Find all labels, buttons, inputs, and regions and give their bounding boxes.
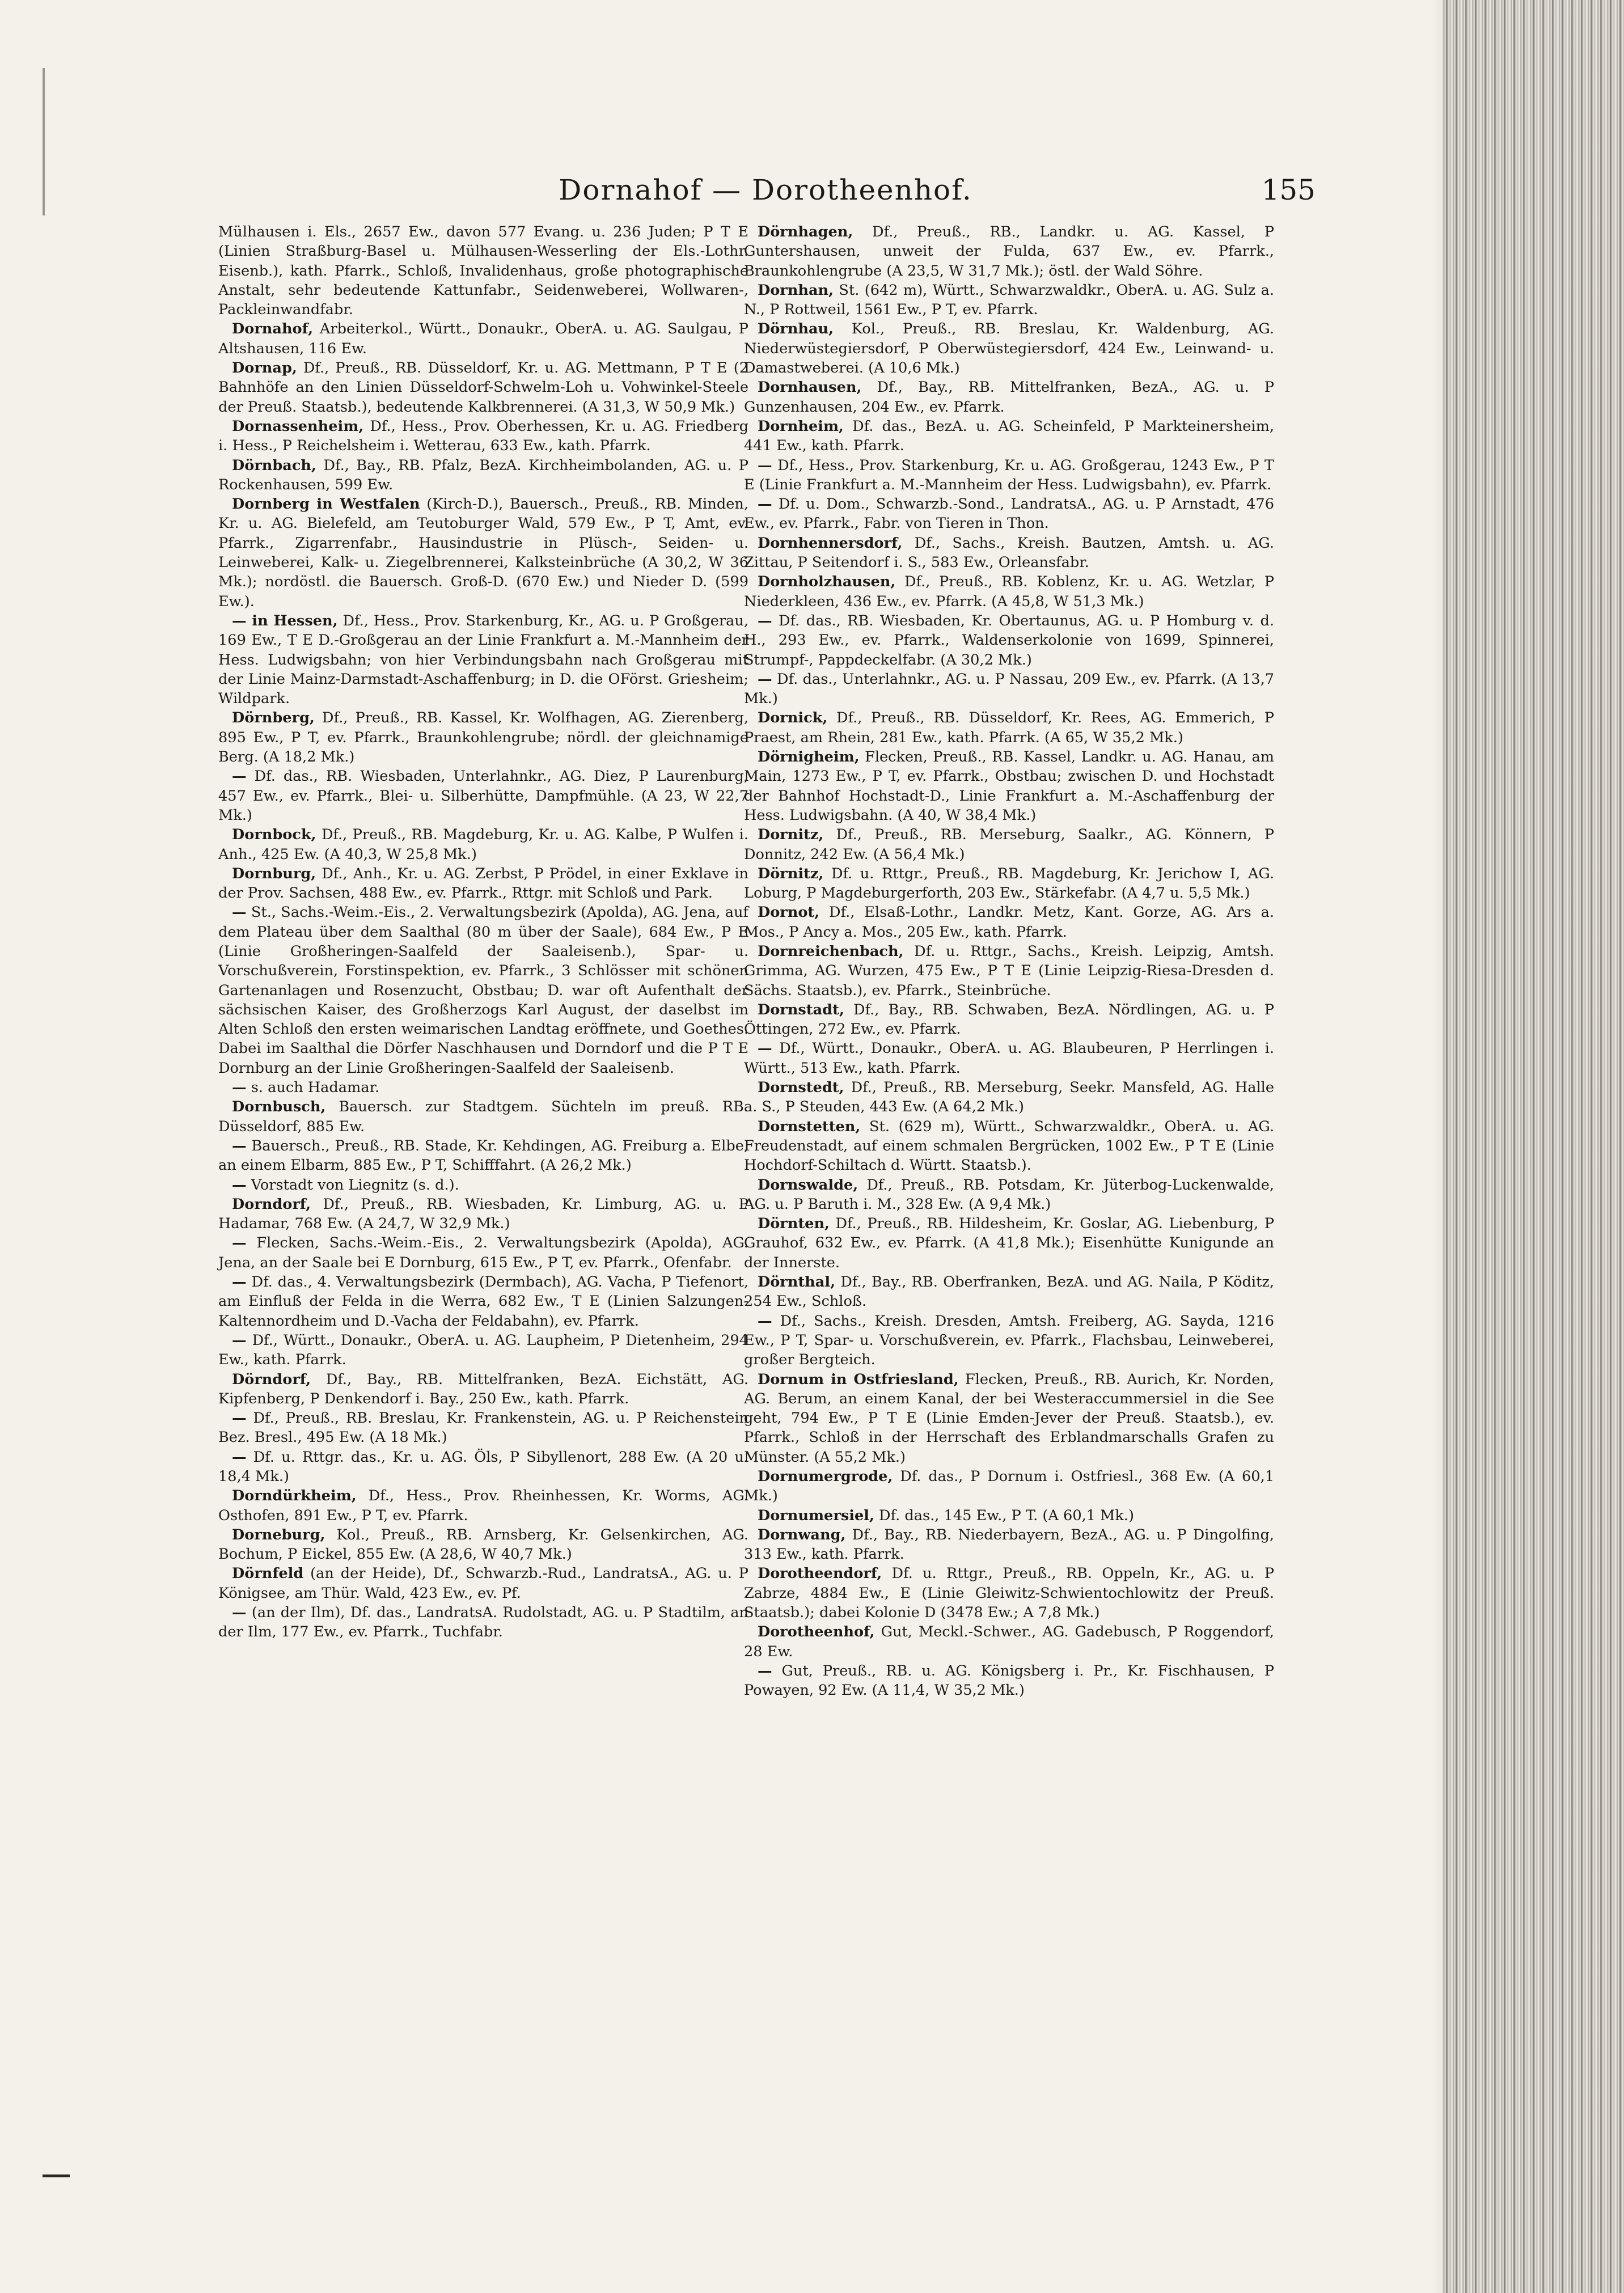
entry-text: Df., Bay., RB. Pfalz, BezA. Kirchheimbolanden, AG. u. P Rockenhausen, 599 Ew. [218,456,748,493]
entry-text: Df., Preuß., RB. Düsseldorf, Kr. Rees, AG. Emmerich, P Praest, am Rhein, 281 Ew., kath. Pfarrk. (A 65, W 35,2 Mk.) [744,709,1274,746]
entry-headword: Dornbusch, [232,1098,326,1116]
dictionary-entry [744,534,1274,573]
dictionary-entry [218,1136,748,1175]
entry-headword: — [758,612,772,629]
dictionary-entry [744,1000,1274,1039]
entry-headword: Dörnbach, [232,456,316,474]
dictionary-entry [744,1312,1274,1370]
entry-headword: Dorndürkheim, [232,1487,357,1505]
entry-headword: — [758,1662,772,1679]
right-column [744,222,1274,1700]
entry-text: Df., Preuß., RB. Magdeburg, Kr. u. AG. Kalbe, P Wulfen i. Anh., 425 Ew. (A 40,3, W 25,8 Mk.) [218,826,748,863]
dictionary-entry [218,1078,748,1097]
entry-headword: — [232,1410,247,1427]
entry-text: Df., Hess., Prov. Oberhessen, Kr. u. AG. Friedberg i. Hess., P Reichelsheim i. Wetterau, 633 Ew., kath. Pfarrk. [218,417,748,455]
entry-text: Df. das., RB. Wiesbaden, Unterlahnkr., AG. Diez, P Laurenburg, 457 Ew., ev. Pfarrk., Blei- u. Silberhütte, Dampfmühle. (A 23, W 22,7 Mk.) [218,768,748,824]
entry-text: Kol., Preuß., RB. Arnsberg, Kr. Gelsenkirchen, AG. Bochum, P Eickel, 855 Ew. (A 28,6, W 40,7 Mk.) [218,1526,748,1563]
dictionary-entry [218,864,748,903]
dictionary-entry [744,417,1274,456]
entry-headword: Dornum in Ostfriesland, [758,1370,959,1388]
dictionary-entry [744,281,1274,320]
dictionary-entry [218,1408,748,1448]
entry-headword: Dornitz, [758,826,824,844]
entry-text: (Kirch-D.), Bauersch., Preuß., RB. Minden, Kr. u. AG. Bielefeld, am Teutoburger Wald, 579 Ew., P T, Amt, ev. Pfarrk., Zigarrenfabr., Hausindustrie in Plüsch-, Seiden- u. Leinweberei, Kalk- u. Ziegelbrennerei, Kalksteinbrüche (A 30,2, W 36 Mk.); nordöstl. die Bauersch. Groß-D. (670 Ew.) und Nieder D. (599 Ew.). [218,496,748,610]
dictionary-entry [744,1506,1274,1525]
entry-text: Gut, Meckl.-Schwer., AG. Gadebusch, P Roggendorf, 28 Ew. [744,1623,1274,1660]
page-header [215,174,1316,213]
entry-text: Df. u. Dom., Schwarzb.-Sond., LandratsA., AG. u. P Arnstadt, 476 Ew., ev. Pfarrk., Fabr. von Tieren in Thon. [744,496,1274,532]
entry-text: Df., Hess., Prov. Rheinhessen, Kr. Worms, AG. Osthofen, 891 Ew., P T, ev. Pfarrk. [218,1487,748,1524]
dictionary-entry [218,1097,748,1136]
entry-headword: — [758,496,772,513]
entry-text: Df. das., Unterlahnkr., AG. u. P Nassau, 209 Ew., ev. Pfarrk. (A 13,7 Mk.) [744,670,1274,708]
margin-scan-mark-bottom [43,2174,70,2177]
book-spine-edge [1443,0,1624,2293]
entry-text: Bauersch. zur Stadtgem. Süchteln im preuß. RB. Düsseldorf, 885 Ew. [218,1098,748,1135]
entry-text: Flecken, Sachs.-Weim.-Eis., 2. Verwaltungsbezirk (Apolda), AG. Jena, an der Saale bei E Dornburg, 615 Ew., P T, ev. Pfarrk., Ofenfabr. [218,1234,748,1271]
entry-headword: Dörnten, [758,1215,830,1233]
entry-headword: Dorneburg, [232,1526,325,1543]
entry-headword: Dornhan, [758,281,834,299]
dictionary-entry [744,903,1274,942]
dictionary-entry [744,1175,1274,1215]
entry-headword: Dornheim, [758,417,844,435]
dictionary-entry [744,611,1274,670]
entry-text: Df., Preuß., RB. Hildesheim, Kr. Goslar, AG. Liebenburg, P Grauhof, 632 Ew., ev. Pfarrk. (A 41,8 Mk.); Eisenhütte Kunigunde an der Innerste. [744,1215,1274,1271]
entry-headword: — [758,1312,772,1330]
dictionary-entry [218,611,748,708]
entry-headword: — [232,1274,247,1291]
dictionary-entry [744,222,1274,281]
entry-text: St. (629 m), Württ., Schwarzwaldkr., OberA. u. AG. Freudenstadt, auf einem schmalen Bergrücken, 1002 Ew., P T E (Linie Hochdorf-Schiltach d. Württ. Staatsb.). [744,1118,1274,1174]
entry-headword: — [232,1137,247,1154]
entry-text: Df., Preuß., RB. Düsseldorf, Kr. u. AG. Mettmann, P T E (2 Bahnhöfe an den Linien Düsseldorf-Schwelm-Loh u. Vohwinkel-Steele der Preuß. Staatsb.), bedeutende Kalkbrennerei. (A 31,3, W 50,9 Mk.) [218,359,748,416]
dictionary-entry [744,825,1274,864]
entry-text: Df., Bay., RB. Schwaben, BezA. Nördlingen, AG. u. P Öttingen, 272 Ew., ev. Pfarrk. [744,1001,1274,1038]
dictionary-entry [744,1117,1274,1175]
dictionary-entry [218,1370,748,1409]
entry-text: Df. u. Rttgr., Preuß., RB. Oppeln, Kr., AG. u. P Zabrze, 4884 Ew., E (Linie Gleiwitz-Schwientochlowitz der Preuß. Staatsb.); dabei Kolonie D (3478 Ew.; A 7,8 Mk.) [744,1565,1274,1622]
dictionary-entry [744,456,1274,495]
dictionary-entry [218,1272,748,1331]
entry-text: Df. das., P Dornum i. Ostfriesl., 368 Ew. (A 60,1 Mk.) [744,1468,1274,1505]
entry-headword: Dornahof, [232,320,313,338]
entry-text: Vorstadt von Liegnitz (s. d.). [246,1176,459,1194]
entry-text: Df. das., 4. Verwaltungsbezirk (Dermbach), AG. Vacha, P Tiefenort, am Einfluß der Felda in die Werra, 682 Ew., T E (Linien Salzungen-Kaltennordheim und D.-Vacha der Feldabahn), ev. Pfarrk. [218,1274,748,1330]
entry-text: Df. u. Rttgr. das., Kr. u. AG. Öls, P Sibyllenort, 288 Ew. (A 20 u. 18,4 Mk.) [218,1448,748,1485]
entry-headword: Dörnigheim, [758,748,860,766]
entry-text: Df., Preuß., RB. Wiesbaden, Kr. Limburg, AG. u. P Hadamar, 768 Ew. (A 24,7, W 32,9 Mk.) [218,1195,748,1233]
dictionary-entry [744,1467,1274,1506]
entry-headword: — [758,456,772,474]
entry-headword: Dörnfeld [232,1565,304,1583]
dictionary-entry [744,378,1274,417]
entry-headword: Dornot, [758,904,820,921]
entry-headword: — [232,1234,247,1252]
entry-text: Flecken, Preuß., RB. Aurich, Kr. Norden, AG. Berum, an einem Kanal, der bei Westeraccummersiel in die See geht, 794 Ew., P T E (Linie Emden-Jever der Preuß. Staatsb.), ev. Pfarrk., Schloß in der Herrschaft des Erblandmarschalls Grafen zu Münster. (A 55,2 Mk.) [744,1370,1274,1466]
dictionary-entry [744,747,1274,825]
dictionary-entry [744,572,1274,611]
page-number: 155 [1261,174,1316,206]
dictionary-entry [744,1525,1274,1564]
dictionary-entry [744,1039,1274,1078]
dictionary-entry [744,942,1274,1000]
entry-headword: Dornick, [758,709,828,727]
entry-headword: Dörnhagen, [758,223,853,240]
dictionary-entry [218,708,748,767]
entry-headword: Dornstedt, [758,1079,844,1097]
entry-text: Mülhausen i. Els., 2657 Ew., davon 577 Evang. u. 236 Juden; P T E (Linien Straßburg-Basel u. Mülhausen-Wesserling der Els.-Lothr. Eisenb.), kath. Pfarrk., Schloß, Invalidenhaus, große photographische Anstalt, sehr bedeutende Kattunfabr., Seidenweberei, Wollwaren-, Packleinwandfabr. [218,223,748,319]
dictionary-entry [218,1448,748,1487]
dictionary-entry [218,1331,748,1370]
entry-headword: — in Hessen, [232,612,338,629]
dictionary-entry [744,494,1274,534]
entry-headword: — [232,1448,247,1466]
entry-text: St., Sachs.-Weim.-Eis., 2. Verwaltungsbezirk (Apolda), AG. Jena, auf dem Plateau über dem Saalthal (80 m über der Saale), 684 Ew., P E (Linie Großheringen-Saalfeld der Saaleisenb.), Spar- u. Vorschußverein, Forstinspektion, ev. Pfarrk., 3 Schlösser mit schönen Gartenanlagen und Rosenzucht, Obstbau; D. war oft Aufenthalt der sächsischen Kaiser, des Großherzogs Karl August, der daselbst im Alten Schloß den ersten weimarischen Landtag eröffnete, und Goethes. Dabei im Saalthal die Dörfer Naschhausen und Dorndorf und die P T E Dornburg an der Linie Großheringen-Saalfeld der Saaleisenb. [218,904,748,1077]
dictionary-entry [218,1564,748,1603]
dictionary-entry [218,417,748,456]
entry-headword: Dornhausen, [758,379,862,396]
entry-headword: Dörnthal, [758,1274,836,1291]
entry-headword: Dörnberg, [232,709,315,727]
entry-headword: Dörnitz, [758,865,824,882]
dictionary-entry [218,1175,748,1195]
entry-text: Df., Anh., Kr. u. AG. Zerbst, P Prödel, in einer Exklave in der Prov. Sachsen, 488 Ew., ev. Pfarrk., Rttgr. mit Schloß und Park. [218,865,748,902]
running-head: Dornahof — Dorotheenhof. [559,174,972,206]
entry-headword: Dornwang, [758,1526,846,1543]
entry-headword: — [232,1331,247,1349]
entry-headword: — [758,1040,772,1057]
dictionary-entry [218,222,748,319]
entry-headword: Dörndorf, [232,1370,311,1388]
entry-headword: Dornstadt, [758,1001,844,1018]
entry-text: Kol., Preuß., RB. Breslau, Kr. Waldenburg, AG. Niederwüstegiersdorf, P Oberwüstegiersdorf, 424 Ew., Leinwand- u. Damastweberei. (A 10,6 Mk.) [744,320,1274,377]
entry-text: Df., Sachs., Kreish. Bautzen, Amtsh. u. AG. Zittau, P Seitendorf i. S., 583 Ew., Orleansfabr. [744,534,1274,572]
entry-text: Gut, Preuß., RB. u. AG. Königsberg i. Pr., Kr. Fischhausen, P Powayen, 92 Ew. (A 11,4, W 35,2 Mk.) [744,1662,1274,1699]
entry-text: Df., Hess., Prov. Starkenburg, Kr., AG. u. P Großgerau, 169 Ew., T E D.-Großgerau an der Linie Frankfurt a. M.-Mannheim der Hess. Ludwigsbahn; von hier Verbindungsbahn nach Großgerau mit der Linie Mainz-Darmstadt-Aschaffenburg; in D. die OFörst. Griesheim; Wildpark. [218,612,748,708]
entry-text: Df., Bay., RB. Niederbayern, BezA., AG. u. P Dingolfing, 313 Ew., kath. Pfarrk. [744,1526,1274,1563]
entry-headword: Dörnhau, [758,320,834,338]
entry-headword: — [232,1604,247,1622]
entry-headword: — [232,1079,247,1097]
entry-text: Df., Bay., RB. Mittelfranken, BezA., AG. u. P Gunzenhausen, 204 Ew., ev. Pfarrk. [744,379,1274,416]
entry-headword: Dornumersiel, [758,1507,874,1524]
entry-headword: Dornstetten, [758,1118,861,1135]
dictionary-entry [218,456,748,495]
margin-scan-mark [43,68,45,215]
entry-text: Df. das., 145 Ew., P T. (A 60,1 Mk.) [874,1507,1134,1524]
entry-text: Bauersch., Preuß., RB. Stade, Kr. Kehdingen, AG. Freiburg a. Elbe, an einem Elbarm, 885 Ew., P T, Schifffahrt. (A 26,2 Mk.) [218,1137,748,1174]
entry-text: (an der Ilm), Df. das., LandratsA. Rudolstadt, AG. u. P Stadtilm, an der Ilm, 177 Ew., ev. Pfarrk., Tuchfabr. [218,1604,748,1641]
entry-headword: Dorndorf, [232,1195,311,1213]
entry-text: Df., Bay., RB. Mittelfranken, BezA. Eichstätt, AG. Kipfenberg, P Denkendorf i. Bay., 250 Ew., kath. Pfarrk. [218,1370,748,1407]
entry-text: Df., Sachs., Kreish. Dresden, Amtsh. Freiberg, AG. Sayda, 1216 Ew., P T, Spar- u. Vorschußverein, ev. Pfarrk., Flachsbau, Leinweberei, großer Bergteich. [744,1312,1274,1369]
entry-headword: Dornassenheim, [232,417,364,435]
dictionary-entry [218,1233,748,1272]
dictionary-entry [218,1486,748,1525]
dictionary-entry [218,1525,748,1564]
entry-headword: Dornswalde, [758,1176,858,1194]
entry-text: Df., Preuß., RB. Breslau, Kr. Frankenstein, AG. u. P Reichenstein Bez. Bresl., 495 Ew. (A 18 Mk.) [218,1410,748,1446]
entry-text: Df. u. Rttgr., Sachs., Kreish. Leipzig, Amtsh. Grimma, AG. Wurzen, 475 Ew., P T E (Linie Leipzig-Riesa-Dresden d. Sächs. Staatsb.), ev. Pfarrk., Steinbrüche. [744,942,1274,999]
entry-text: Df., Preuß., RB., Landkr. u. AG. Kassel, P Guntershausen, unweit der Fulda, 637 Ew., ev. Pfarrk., Braunkohlengrube (A 23,5, W 31,7 Mk.); östl. der Wald Söhre. [744,223,1274,280]
entry-text: Df., Preuß., RB. Merseburg, Seekr. Mansfeld, AG. Halle a. S., P Steuden, 443 Ew. (A 64,2 Mk.) [744,1079,1274,1116]
entry-headword: Dornreichenbach, [758,942,904,960]
dictionary-entry [744,1078,1274,1117]
dictionary-entry [218,767,748,825]
entry-headword: — [232,904,247,921]
dictionary-entry [744,1564,1274,1622]
dictionary-entry [744,1370,1274,1467]
dictionary-entry [744,708,1274,747]
entry-headword: — [758,670,772,688]
entry-text: Df., Preuß., RB. Koblenz, Kr. u. AG. Wetzlar, P Niederkleen, 436 Ew., ev. Pfarrk. (A 45,8, W 51,3 Mk.) [744,573,1274,610]
entry-headword: — [232,768,247,785]
entry-headword: Dorotheenhof, [758,1623,875,1641]
entry-headword: Dornholzhausen, [758,573,896,591]
entry-text: Df., Preuß., RB. Potsdam, Kr. Jüterbog-Luckenwalde, AG. u. P Baruth i. M., 328 Ew. (A 9,4 Mk.) [744,1176,1274,1213]
entry-text: Arbeiterkol., Württ., Donaukr., OberA. u. AG. Saulgau, P Altshausen, 116 Ew. [218,320,748,357]
dictionary-entry [744,1214,1274,1272]
entry-text: Df., Bay., RB. Oberfranken, BezA. und AG. Naila, P Köditz, 254 Ew., Schloß. [744,1274,1274,1310]
entry-text: Df., Preuß., RB. Kassel, Kr. Wolfhagen, AG. Zierenberg, 895 Ew., P T, ev. Pfarrk., Braunkohlengrube; nördl. der gleichnamige Berg. (A 18,2 Mk.) [218,709,748,766]
dictionary-entry [744,319,1274,378]
entry-headword: — [232,1176,247,1194]
dictionary-entry [218,319,748,358]
entry-text: St. (642 m), Württ., Schwarzwaldkr., OberA. u. AG. Sulz a. N., P Rottweil, 1561 Ew., P T, ev. Pfarrk. [744,281,1274,319]
dictionary-entry [218,1603,748,1642]
entry-text: Df., Württ., Donaukr., OberA. u. AG. Blaubeuren, P Herrlingen i. Württ., 513 Ew., kath. Pfarrk. [744,1040,1274,1077]
dictionary-entry [744,670,1274,709]
entry-text: Df., Württ., Donaukr., OberA. u. AG. Laupheim, P Dietenheim, 294 Ew., kath. Pfarrk. [218,1331,748,1369]
left-column [218,222,748,1642]
entry-headword: Dornbock, [232,826,316,844]
entry-headword: Dornumergrode, [758,1468,893,1485]
entry-headword: Dornap, [232,359,297,377]
entry-headword: Dorotheendorf, [758,1565,882,1583]
dictionary-entry [744,1272,1274,1312]
dictionary-entry [218,358,748,417]
entry-headword: Dornburg, [232,865,316,882]
entry-text: (an der Heide), Df., Schwarzb.-Rud., LandratsA., AG. u. P Königsee, am Thür. Wald, 423 Ew., ev. Pf. [218,1565,748,1602]
dictionary-entry [744,864,1274,903]
entry-headword: Dornberg in Westfalen [232,496,420,513]
entry-text: Df. das., BezA. u. AG. Scheinfeld, P Markteinersheim, 441 Ew., kath. Pfarrk. [744,417,1274,455]
dictionary-entry [218,494,748,611]
dictionary-entry [744,1622,1274,1661]
entry-text: Df. das., RB. Wiesbaden, Kr. Obertaunus, AG. u. P Homburg v. d. H., 293 Ew., ev. Pfarrk., Waldenserkolonie von 1699, Spinnerei, Strumpf-, Pappdeckelfabr. (A 30,2 Mk.) [744,612,1274,669]
entry-headword: Dornhennersdorf, [758,534,903,552]
dictionary-entry [218,825,748,864]
dictionary-entry [218,903,748,1078]
entry-text: Df., Preuß., RB. Merseburg, Saalkr., AG. Könnern, P Donnitz, 242 Ew. (A 56,4 Mk.) [744,826,1274,863]
dictionary-entry [744,1661,1274,1700]
entry-text: Flecken, Preuß., RB. Kassel, Landkr. u. AG. Hanau, am Main, 1273 Ew., P T, ev. Pfarrk., Obstbau; zwischen D. und Hochstadt der Bahnhof Hochstadt-D., Linie Frankfurt a. M.-Aschaffenburg der Hess. Ludwigsbahn. (A 40, W 38,4 Mk.) [744,748,1274,824]
entry-text: Df. u. Rttgr., Preuß., RB. Magdeburg, Kr. Jerichow I, AG. Loburg, P Magdeburgerforth, 203 Ew., Stärkefabr. (A 4,7 u. 5,5 Mk.) [744,865,1274,902]
entry-text: Df., Hess., Prov. Starkenburg, Kr. u. AG. Großgerau, 1243 Ew., P T E (Linie Frankfurt a. M.-Mannheim der Hess. Ludwigsbahn), ev. Pfarrk. [744,456,1274,493]
entry-text: s. auch Hadamar. [246,1079,380,1097]
entry-text: Df., Elsaß-Lothr., Landkr. Metz, Kant. Gorze, AG. Ars a. Mos., P Ancy a. Mos., 205 Ew., kath. Pfarrk. [744,904,1274,941]
dictionary-entry [218,1195,748,1234]
